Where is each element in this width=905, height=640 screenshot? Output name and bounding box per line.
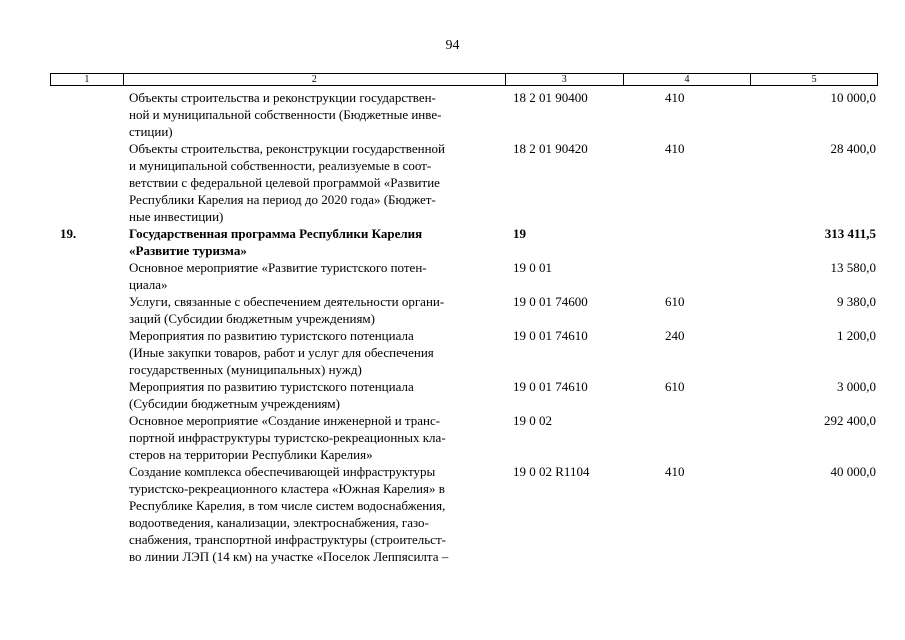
row-expense-type: 610 xyxy=(665,379,685,394)
row-description xyxy=(123,378,507,412)
row-number: 19. xyxy=(60,226,77,241)
row-number xyxy=(50,293,123,327)
table-row xyxy=(50,225,878,259)
row-expense-type: 610 xyxy=(665,294,685,309)
description-line: ветствии с федеральной целевой программой «Развитие xyxy=(129,175,440,190)
description-line: Мероприятия по развитию туристского потенциала xyxy=(129,379,414,394)
description-line: Создание комплекса обеспечивающей инфраструктуры xyxy=(129,464,436,479)
description-line: циала» xyxy=(129,277,168,292)
description-line: Услуги, связанные с обеспечением деятельности органи- xyxy=(129,294,445,309)
row-expense-type: 410 xyxy=(665,141,685,156)
row-code: 18 2 01 90400 xyxy=(513,90,588,105)
row-amount: 28 400,0 xyxy=(830,141,876,156)
description-line: (Субсидии бюджетным учреждениям) xyxy=(129,396,340,411)
row-expense-type xyxy=(625,259,733,293)
description-line: государственных (муниципальных) нужд) xyxy=(129,362,362,377)
description-line: Республики Карелия на период до 2020 года» (Бюджет- xyxy=(129,192,436,207)
table-row xyxy=(50,463,878,565)
column-header-5: 5 xyxy=(811,74,817,85)
row-code: 19 0 02 R1104 xyxy=(513,464,590,479)
row-amount: 9 380,0 xyxy=(837,294,876,309)
description-line: и муниципальной собственности, реализуемые в соот- xyxy=(129,158,432,173)
row-expense-type: 240 xyxy=(665,328,685,343)
column-header-2: 2 xyxy=(124,74,506,85)
row-code: 19 0 01 74610 xyxy=(513,328,588,343)
row-code: 19 0 01 74610 xyxy=(513,379,588,394)
row-amount: 3 000,0 xyxy=(837,379,876,394)
row-description xyxy=(123,89,507,140)
description-line: ной и муниципальной собственности (Бюджетные инве- xyxy=(129,107,442,122)
description-line: стеров на территории Республики Карелия» xyxy=(129,447,373,462)
row-number xyxy=(50,140,123,225)
column-header-4: 4 xyxy=(624,74,752,85)
row-code: 19 xyxy=(513,226,526,241)
row-amount: 1 200,0 xyxy=(837,328,876,343)
row-expense-type xyxy=(625,412,733,463)
table-row xyxy=(50,293,878,327)
row-code: 18 2 01 90420 xyxy=(513,141,588,156)
description-line: туристско-рекреационного кластера «Южная Карелия» в xyxy=(129,481,445,496)
row-number xyxy=(50,463,123,565)
description-line: Основное мероприятие «Развитие туристского потен- xyxy=(129,260,427,275)
table-row xyxy=(50,378,878,412)
row-number xyxy=(50,327,123,378)
row-description xyxy=(123,463,507,565)
table-row xyxy=(50,140,878,225)
table-row xyxy=(50,89,878,140)
description-line: Мероприятия по развитию туристского потенциала xyxy=(129,328,414,343)
row-description xyxy=(123,293,507,327)
table-row xyxy=(50,412,878,463)
description-line: Объекты строительства, реконструкции государственной xyxy=(129,141,446,156)
table-row xyxy=(50,327,878,378)
row-amount: 292 400,0 xyxy=(824,413,876,428)
row-description xyxy=(123,259,507,293)
description-line: заций (Субсидии бюджетным учреждениям) xyxy=(129,311,375,326)
budget-table xyxy=(50,89,878,565)
description-line: ные инвестиции) xyxy=(129,209,224,224)
table-row xyxy=(50,259,878,293)
column-header-row xyxy=(50,73,878,86)
row-amount: 313 411,5 xyxy=(824,226,876,241)
row-number xyxy=(50,259,123,293)
row-code: 19 0 01 xyxy=(513,260,552,275)
description-line: стиции) xyxy=(129,124,173,139)
column-header-1: 1 xyxy=(51,74,124,85)
row-expense-type: 410 xyxy=(665,90,685,105)
row-number xyxy=(50,412,123,463)
description-line: Объекты строительства и реконструкции государствен- xyxy=(129,90,436,105)
row-number xyxy=(50,378,123,412)
description-line: во линии ЛЭП (14 км) на участке «Поселок Леппясилта – xyxy=(129,549,449,564)
row-code: 19 0 02 xyxy=(513,413,552,428)
row-description xyxy=(123,225,507,259)
row-amount: 40 000,0 xyxy=(830,464,876,479)
description-line: «Развитие туризма» xyxy=(129,243,247,258)
row-number xyxy=(50,89,123,140)
row-expense-type: 410 xyxy=(665,464,685,479)
row-amount: 13 580,0 xyxy=(830,260,876,275)
row-description xyxy=(123,412,507,463)
row-description xyxy=(123,327,507,378)
description-line: Основное мероприятие «Создание инженерной и транс- xyxy=(129,413,441,428)
row-expense-type xyxy=(625,225,733,259)
description-line: Государственная программа Республики Карелия xyxy=(129,226,423,241)
column-header-3: 3 xyxy=(506,74,624,85)
row-code: 19 0 01 74600 xyxy=(513,294,588,309)
row-description xyxy=(123,140,507,225)
description-line: (Иные закупки товаров, работ и услуг для обеспечения xyxy=(129,345,434,360)
description-line: снабжения, транспортной инфраструктуры (строительст- xyxy=(129,532,446,547)
row-amount: 10 000,0 xyxy=(830,90,876,105)
description-line: водоотведения, канализации, электроснабжения, газо- xyxy=(129,515,429,530)
description-line: Республике Карелия, в том числе систем водоснабжения, xyxy=(129,498,446,513)
description-line: портной инфраструктуры туристско-рекреационных кла- xyxy=(129,430,446,445)
page-number: 94 xyxy=(445,38,460,53)
